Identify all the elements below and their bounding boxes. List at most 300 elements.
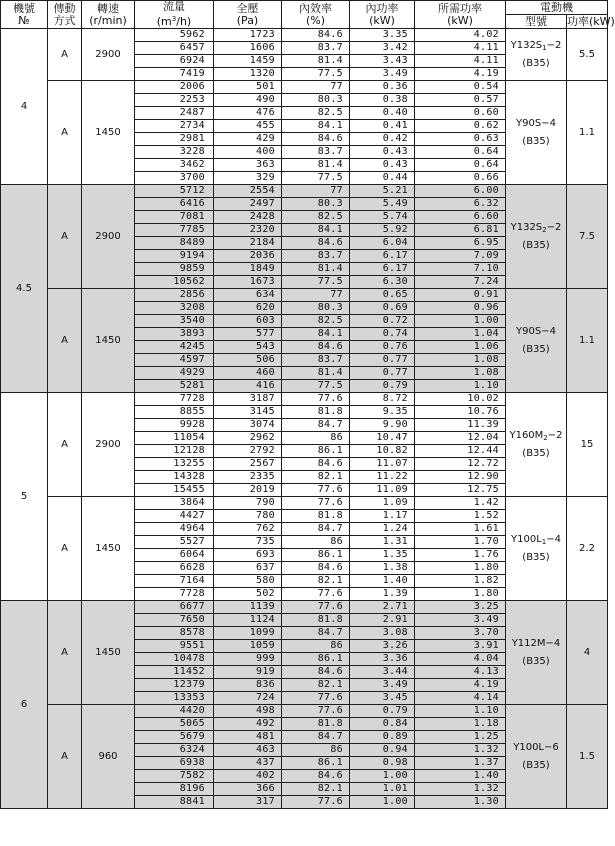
required-power-cell: 1.18 (415, 718, 506, 731)
inner-power-cell: 1.17 (350, 510, 415, 523)
motor-model-prefix: Y132S (510, 222, 543, 233)
required-power-cell: 12.44 (415, 445, 506, 458)
motor-mount: (B35) (522, 240, 550, 251)
col-required-power-header: 所需功率 (kW) (415, 1, 506, 29)
flow-cell: 9859 (135, 263, 214, 276)
efficiency-cell: 82.5 (282, 107, 350, 120)
pressure-cell: 2567 (214, 458, 282, 471)
inner-power-cell: 2.91 (350, 614, 415, 627)
required-power-cell: 1.08 (415, 354, 506, 367)
motor-model-cell (506, 185, 567, 289)
flow-cell: 2006 (135, 81, 214, 94)
pressure-cell: 502 (214, 588, 282, 601)
pressure-cell: 735 (214, 536, 282, 549)
flow-cell: 9194 (135, 250, 214, 263)
efficiency-cell: 86 (282, 744, 350, 757)
flow-cell: 4427 (135, 510, 214, 523)
flow-cell: 15455 (135, 484, 214, 497)
efficiency-cell: 86 (282, 432, 350, 445)
inner-power-cell: 10.47 (350, 432, 415, 445)
col-efficiency-header: 內效率 (%) (282, 1, 350, 29)
motor-power-cell: 2.2 (567, 497, 608, 601)
pressure-cell: 400 (214, 146, 282, 159)
inner-power-cell: 0.41 (350, 120, 415, 133)
inner-power-cell: 1.01 (350, 783, 415, 796)
efficiency-cell: 81.4 (282, 263, 350, 276)
efficiency-cell: 81.4 (282, 367, 350, 380)
drive-cell: A (48, 29, 82, 81)
pressure-cell: 481 (214, 731, 282, 744)
efficiency-cell: 77.6 (282, 497, 350, 510)
efficiency-cell: 77.5 (282, 68, 350, 81)
motor-model-cell (506, 497, 567, 601)
pressure-cell: 476 (214, 107, 282, 120)
pressure-cell: 2184 (214, 237, 282, 250)
flow-cell: 13255 (135, 458, 214, 471)
inner-power-cell: 3.43 (350, 55, 415, 68)
inner-power-cell: 5.21 (350, 185, 415, 198)
required-power-cell: 0.96 (415, 302, 506, 315)
pressure-cell: 836 (214, 679, 282, 692)
required-power-cell: 12.04 (415, 432, 506, 445)
table-row (1, 289, 608, 302)
pressure-cell: 437 (214, 757, 282, 770)
pressure-cell: 762 (214, 523, 282, 536)
flow-cell: 12379 (135, 679, 214, 692)
inner-power-cell: 8.72 (350, 393, 415, 406)
inner-power-cell: 0.94 (350, 744, 415, 757)
flow-cell: 13353 (135, 692, 214, 705)
drive-cell: A (48, 497, 82, 601)
required-power-cell: 4.04 (415, 653, 506, 666)
required-power-cell: 10.76 (415, 406, 506, 419)
required-power-cell: 1.25 (415, 731, 506, 744)
speed-cell: 2900 (82, 185, 135, 289)
flow-cell: 8841 (135, 796, 214, 809)
inner-power-cell: 3.08 (350, 627, 415, 640)
inner-power-cell: 0.79 (350, 705, 415, 718)
inner-power-cell: 0.77 (350, 367, 415, 380)
inner-power-cell: 0.72 (350, 315, 415, 328)
flow-cell: 7164 (135, 575, 214, 588)
required-power-cell: 0.54 (415, 81, 506, 94)
pressure-cell: 317 (214, 796, 282, 809)
pressure-cell: 455 (214, 120, 282, 133)
required-power-cell: 7.24 (415, 276, 506, 289)
pressure-cell: 460 (214, 367, 282, 380)
efficiency-cell: 81.8 (282, 718, 350, 731)
flow-cell: 7650 (135, 614, 214, 627)
inner-power-cell: 3.45 (350, 692, 415, 705)
required-power-cell: 1.30 (415, 796, 506, 809)
motor-model-prefix: Y90S−4 (516, 118, 556, 129)
flow-cell: 10562 (135, 276, 214, 289)
pressure-cell: 498 (214, 705, 282, 718)
speed-cell: 1450 (82, 289, 135, 393)
pressure-cell: 780 (214, 510, 282, 523)
efficiency-cell: 80.3 (282, 198, 350, 211)
flow-cell: 2253 (135, 94, 214, 107)
efficiency-cell: 84.1 (282, 224, 350, 237)
inner-power-cell: 6.04 (350, 237, 415, 250)
flow-cell: 6457 (135, 42, 214, 55)
required-power-cell: 6.32 (415, 198, 506, 211)
pressure-cell: 2962 (214, 432, 282, 445)
pressure-cell: 2497 (214, 198, 282, 211)
pressure-cell: 506 (214, 354, 282, 367)
required-power-cell: 1.10 (415, 705, 506, 718)
flow-cell: 4597 (135, 354, 214, 367)
inner-power-cell: 0.76 (350, 341, 415, 354)
flow-cell: 10478 (135, 653, 214, 666)
motor-power-cell: 1.1 (567, 289, 608, 393)
efficiency-cell: 77.5 (282, 276, 350, 289)
pressure-cell: 543 (214, 341, 282, 354)
inner-power-cell: 1.39 (350, 588, 415, 601)
efficiency-cell: 86.1 (282, 445, 350, 458)
required-power-cell: 6.81 (415, 224, 506, 237)
flow-cell: 5527 (135, 536, 214, 549)
required-power-cell: 1.80 (415, 588, 506, 601)
table-row (1, 29, 608, 42)
flow-cell: 5065 (135, 718, 214, 731)
flow-cell: 8489 (135, 237, 214, 250)
motor-model-subscript: 1 (542, 44, 547, 52)
efficiency-cell: 84.6 (282, 562, 350, 575)
efficiency-cell: 84.1 (282, 328, 350, 341)
required-power-cell: 12.90 (415, 471, 506, 484)
pressure-cell: 2036 (214, 250, 282, 263)
efficiency-cell: 81.4 (282, 55, 350, 68)
pressure-cell: 3074 (214, 419, 282, 432)
pressure-cell: 416 (214, 380, 282, 393)
efficiency-cell: 86.1 (282, 653, 350, 666)
machine-no-cell: 4.5 (1, 185, 48, 393)
efficiency-cell: 83.7 (282, 42, 350, 55)
pressure-cell: 492 (214, 718, 282, 731)
efficiency-cell: 84.6 (282, 666, 350, 679)
efficiency-cell: 86.1 (282, 549, 350, 562)
drive-cell: A (48, 289, 82, 393)
inner-power-cell: 10.82 (350, 445, 415, 458)
motor-power-cell: 1.1 (567, 81, 608, 185)
required-power-cell: 1.32 (415, 783, 506, 796)
inner-power-cell: 9.90 (350, 419, 415, 432)
flow-cell: 2734 (135, 120, 214, 133)
col-drive-header: 傳動 方式 (48, 1, 82, 29)
table-row (1, 393, 608, 406)
inner-power-cell: 0.84 (350, 718, 415, 731)
flow-cell: 7419 (135, 68, 214, 81)
required-power-cell: 1.80 (415, 562, 506, 575)
drive-cell: A (48, 601, 82, 705)
flow-cell: 7728 (135, 588, 214, 601)
efficiency-cell: 77 (282, 81, 350, 94)
flow-cell: 6938 (135, 757, 214, 770)
inner-power-cell: 0.79 (350, 380, 415, 393)
required-power-cell: 1.40 (415, 770, 506, 783)
pressure-cell: 693 (214, 549, 282, 562)
inner-power-cell: 3.36 (350, 653, 415, 666)
flow-cell: 3228 (135, 146, 214, 159)
required-power-cell: 3.25 (415, 601, 506, 614)
inner-power-cell: 9.35 (350, 406, 415, 419)
motor-model-cell (506, 393, 567, 497)
pressure-cell: 637 (214, 562, 282, 575)
flow-cell: 2487 (135, 107, 214, 120)
motor-model-suffix: −2 (546, 40, 562, 51)
motor-model-prefix: Y160M (509, 430, 544, 441)
col-inner-power-header: 內功率 (kW) (350, 1, 415, 29)
required-power-cell: 0.64 (415, 159, 506, 172)
efficiency-cell: 77.6 (282, 705, 350, 718)
inner-power-cell: 0.40 (350, 107, 415, 120)
pressure-cell: 1099 (214, 627, 282, 640)
required-power-cell: 1.42 (415, 497, 506, 510)
required-power-cell: 4.14 (415, 692, 506, 705)
motor-mount: (B35) (522, 656, 550, 667)
flow-cell: 8196 (135, 783, 214, 796)
required-power-cell: 0.66 (415, 172, 506, 185)
required-power-cell: 1.04 (415, 328, 506, 341)
flow-cell: 2856 (135, 289, 214, 302)
inner-power-cell: 6.30 (350, 276, 415, 289)
flow-cell: 7081 (135, 211, 214, 224)
motor-model-subscript: 1 (541, 538, 547, 546)
required-power-cell: 3.91 (415, 640, 506, 653)
required-power-cell: 1.52 (415, 510, 506, 523)
inner-power-cell: 5.92 (350, 224, 415, 237)
motor-model-prefix: Y132S (510, 40, 543, 51)
required-power-cell: 3.49 (415, 614, 506, 627)
efficiency-cell: 86.1 (282, 757, 350, 770)
drive-cell: A (48, 185, 82, 289)
pressure-cell: 919 (214, 666, 282, 679)
motor-model-cell (506, 81, 567, 185)
inner-power-cell: 3.26 (350, 640, 415, 653)
pressure-cell: 429 (214, 133, 282, 146)
pressure-cell: 2019 (214, 484, 282, 497)
inner-power-cell: 1.24 (350, 523, 415, 536)
motor-model-cell (506, 29, 567, 81)
table-row (1, 601, 608, 614)
required-power-cell: 12.72 (415, 458, 506, 471)
speed-cell: 960 (82, 705, 135, 809)
inner-power-cell: 0.36 (350, 81, 415, 94)
required-power-cell: 1.32 (415, 744, 506, 757)
motor-power-cell: 15 (567, 393, 608, 497)
flow-cell: 4245 (135, 341, 214, 354)
inner-power-cell: 1.40 (350, 575, 415, 588)
motor-model-prefix: Y90S−4 (516, 326, 556, 337)
pressure-cell: 2792 (214, 445, 282, 458)
flow-cell: 3208 (135, 302, 214, 315)
inner-power-cell: 0.69 (350, 302, 415, 315)
table-body (1, 29, 608, 809)
flow-cell: 6064 (135, 549, 214, 562)
required-power-cell: 6.00 (415, 185, 506, 198)
motor-model-suffix: −4 (546, 534, 561, 545)
required-power-cell: 11.39 (415, 419, 506, 432)
motor-model-cell (506, 601, 567, 705)
flow-cell: 6628 (135, 562, 214, 575)
flow-cell: 12128 (135, 445, 214, 458)
col-pressure-header: 全壓 (Pa) (214, 1, 282, 29)
inner-power-cell: 1.00 (350, 770, 415, 783)
required-power-cell: 1.08 (415, 367, 506, 380)
pressure-cell: 790 (214, 497, 282, 510)
pressure-cell: 3187 (214, 393, 282, 406)
efficiency-cell: 77.6 (282, 692, 350, 705)
pressure-cell: 2554 (214, 185, 282, 198)
required-power-cell: 3.70 (415, 627, 506, 640)
col-model-header: 型號 (506, 15, 567, 29)
flow-cell: 3893 (135, 328, 214, 341)
pressure-cell: 1320 (214, 68, 282, 81)
pressure-cell: 620 (214, 302, 282, 315)
inner-power-cell: 6.17 (350, 250, 415, 263)
pressure-cell: 1459 (214, 55, 282, 68)
inner-power-cell: 0.65 (350, 289, 415, 302)
pressure-cell: 329 (214, 172, 282, 185)
machine-no-cell: 4 (1, 29, 48, 185)
drive-cell: A (48, 705, 82, 809)
efficiency-cell: 82.5 (282, 211, 350, 224)
pressure-cell: 1124 (214, 614, 282, 627)
required-power-cell: 7.09 (415, 250, 506, 263)
efficiency-cell: 83.7 (282, 146, 350, 159)
efficiency-cell: 77.5 (282, 172, 350, 185)
required-power-cell: 0.63 (415, 133, 506, 146)
pressure-cell: 603 (214, 315, 282, 328)
efficiency-cell: 77.6 (282, 393, 350, 406)
efficiency-cell: 81.8 (282, 406, 350, 419)
table-row (1, 705, 608, 718)
motor-model-cell (506, 289, 567, 393)
flow-cell: 6924 (135, 55, 214, 68)
required-power-cell: 4.11 (415, 42, 506, 55)
efficiency-cell: 86 (282, 640, 350, 653)
efficiency-cell: 84.6 (282, 770, 350, 783)
efficiency-cell: 84.7 (282, 523, 350, 536)
motor-model-suffix: −2 (546, 222, 562, 233)
required-power-cell: 6.95 (415, 237, 506, 250)
pressure-cell: 580 (214, 575, 282, 588)
inner-power-cell: 1.31 (350, 536, 415, 549)
flow-cell: 6324 (135, 744, 214, 757)
efficiency-cell: 77 (282, 185, 350, 198)
efficiency-cell: 86 (282, 536, 350, 549)
inner-power-cell: 0.43 (350, 146, 415, 159)
inner-power-cell: 0.98 (350, 757, 415, 770)
pressure-cell: 577 (214, 328, 282, 341)
efficiency-cell: 81.4 (282, 159, 350, 172)
efficiency-cell: 84.6 (282, 29, 350, 42)
inner-power-cell: 0.43 (350, 159, 415, 172)
flow-cell: 5281 (135, 380, 214, 393)
required-power-cell: 1.82 (415, 575, 506, 588)
drive-cell: A (48, 393, 82, 497)
inner-power-cell: 1.00 (350, 796, 415, 809)
efficiency-cell: 80.3 (282, 302, 350, 315)
flow-cell: 7582 (135, 770, 214, 783)
inner-power-cell: 3.35 (350, 29, 415, 42)
flow-cell: 2981 (135, 133, 214, 146)
flow-cell: 7785 (135, 224, 214, 237)
machine-no-cell: 6 (1, 601, 48, 809)
required-power-cell: 6.60 (415, 211, 506, 224)
inner-power-cell: 1.09 (350, 497, 415, 510)
pressure-cell: 363 (214, 159, 282, 172)
pressure-cell: 463 (214, 744, 282, 757)
motor-power-cell: 4 (567, 601, 608, 705)
pressure-cell: 402 (214, 770, 282, 783)
efficiency-cell: 84.6 (282, 458, 350, 471)
efficiency-cell: 77.5 (282, 380, 350, 393)
required-power-cell: 4.19 (415, 679, 506, 692)
required-power-cell: 0.57 (415, 94, 506, 107)
motor-mount: (B35) (522, 448, 550, 459)
inner-power-cell: 5.74 (350, 211, 415, 224)
motor-power-cell: 1.5 (567, 705, 608, 809)
col-machine-no-header: 機號 № (1, 1, 48, 29)
speed-cell: 1450 (82, 601, 135, 705)
machine-no-cell: 5 (1, 393, 48, 601)
efficiency-cell: 82.1 (282, 783, 350, 796)
motor-mount: (B35) (522, 552, 550, 563)
flow-cell: 11054 (135, 432, 214, 445)
flow-cell: 4964 (135, 523, 214, 536)
col-motor-power-header: 功率(kW) (567, 14, 615, 28)
required-power-cell: 1.61 (415, 523, 506, 536)
efficiency-cell: 84.7 (282, 627, 350, 640)
inner-power-cell: 3.42 (350, 42, 415, 55)
inner-power-cell: 11.22 (350, 471, 415, 484)
speed-cell: 2900 (82, 29, 135, 81)
required-power-cell: 0.91 (415, 289, 506, 302)
table-row (1, 81, 608, 94)
inner-power-cell: 3.49 (350, 679, 415, 692)
flow-cell: 3462 (135, 159, 214, 172)
required-power-cell: 4.13 (415, 666, 506, 679)
required-power-cell: 0.64 (415, 146, 506, 159)
flow-cell: 8578 (135, 627, 214, 640)
flow-cell: 5679 (135, 731, 214, 744)
pressure-cell: 1849 (214, 263, 282, 276)
required-power-cell: 1.10 (415, 380, 506, 393)
required-power-cell: 4.02 (415, 29, 506, 42)
required-power-cell: 10.02 (415, 393, 506, 406)
drive-cell: A (48, 81, 82, 185)
efficiency-cell: 77.6 (282, 796, 350, 809)
inner-power-cell: 2.71 (350, 601, 415, 614)
efficiency-cell: 84.7 (282, 419, 350, 432)
efficiency-cell: 83.7 (282, 354, 350, 367)
efficiency-cell: 84.6 (282, 133, 350, 146)
motor-model-subscript: 2 (542, 226, 547, 234)
motor-model-prefix: Y112M−4 (511, 638, 561, 649)
required-power-cell: 0.62 (415, 120, 506, 133)
required-power-cell: 7.10 (415, 263, 506, 276)
motor-model-suffix: −2 (547, 430, 563, 441)
efficiency-cell: 82.5 (282, 315, 350, 328)
pressure-cell: 2335 (214, 471, 282, 484)
pressure-cell: 1139 (214, 601, 282, 614)
inner-power-cell: 0.77 (350, 354, 415, 367)
pressure-cell: 1059 (214, 640, 282, 653)
flow-cell: 4929 (135, 367, 214, 380)
speed-cell: 1450 (82, 81, 135, 185)
